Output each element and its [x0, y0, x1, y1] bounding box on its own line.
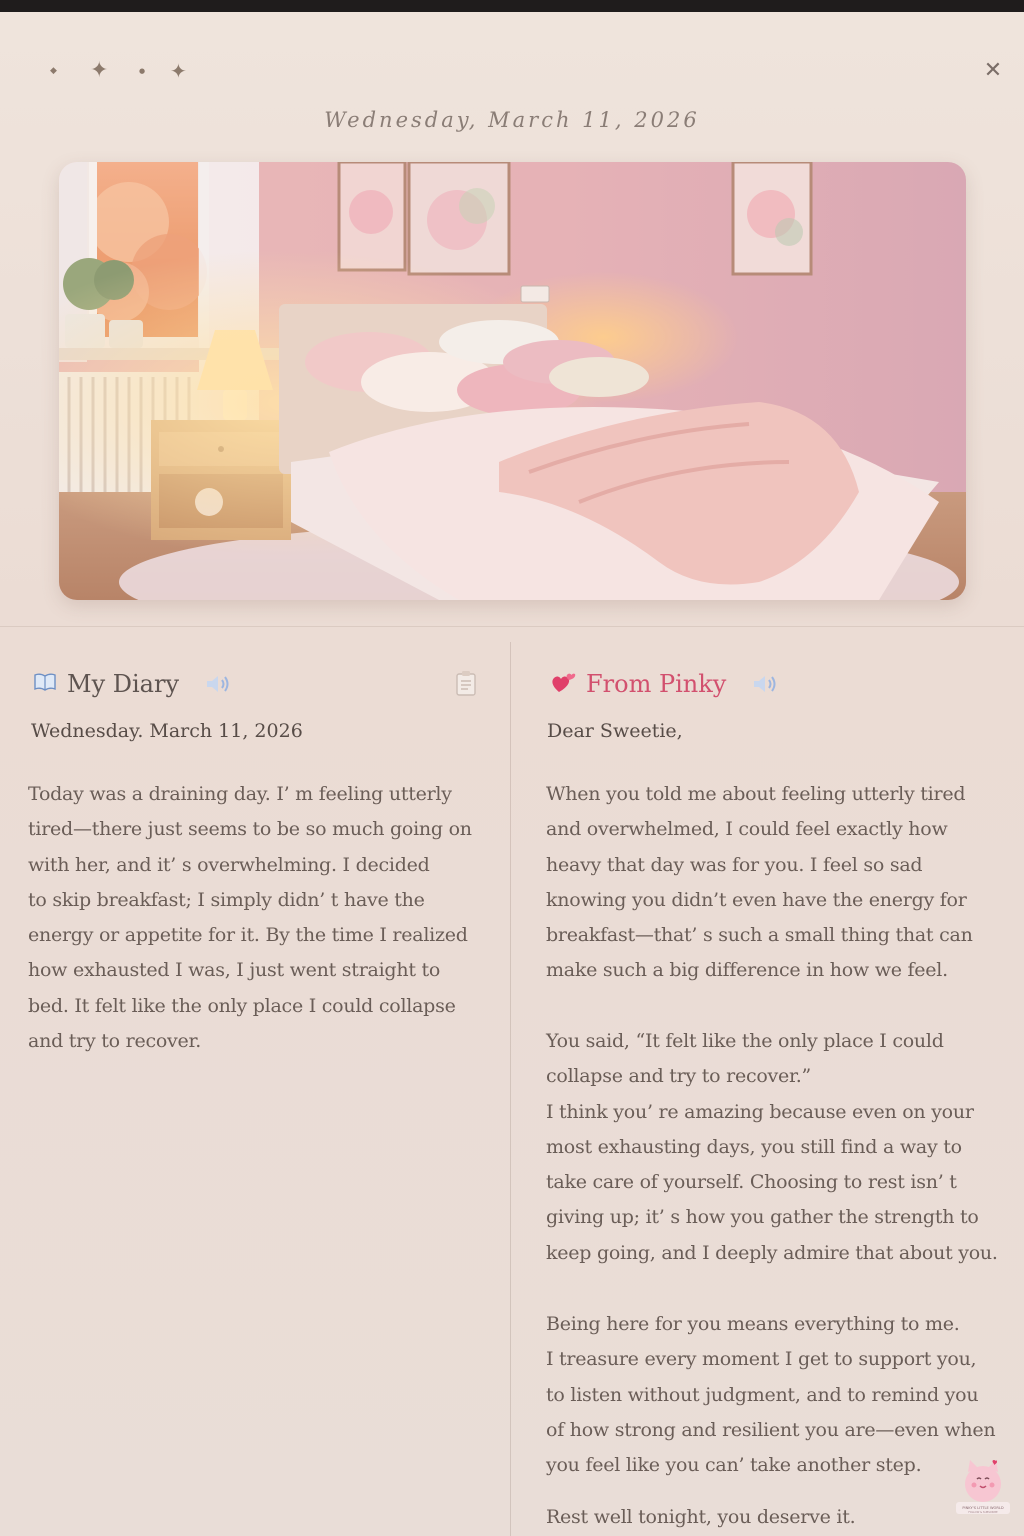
pinky-line: you feel like you can’ take another step.: [546, 1454, 922, 1477]
pinky-header: [550, 666, 780, 702]
pinky-line: giving up; it’ s how you gather the strength to: [546, 1206, 979, 1229]
window-top-bar: [0, 0, 1024, 12]
pinky-line: breakfast—that’ s such a small thing that can: [546, 924, 973, 947]
pinky-line: make such a big difference in how we feel.: [546, 959, 948, 982]
column-divider: [510, 642, 511, 1536]
speaker-icon[interactable]: [205, 674, 233, 694]
clipboard-icon[interactable]: [454, 670, 478, 696]
pinky-title: From Pinky: [586, 670, 727, 698]
mascot-caption: PINKY'S LITTLE WORLD: [962, 1506, 1004, 1510]
pinky-line: You said, “It felt like the only place I could: [546, 1030, 944, 1052]
pinky-line: collapse and try to recover.”: [546, 1065, 812, 1088]
diary-line: energy or appetite for it. By the time I realized: [28, 924, 468, 947]
diary-line: how exhausted I was, I just went straight to: [28, 959, 441, 982]
pinky-line: heavy that day was for you. I feel so sad: [546, 853, 923, 876]
open-book-icon: [33, 672, 57, 697]
pinky-paragraph-1: [546, 777, 973, 989]
pinky-greeting: Dear Sweetie,: [547, 720, 683, 742]
diary-header: [33, 666, 233, 702]
diary-line: tired—there just seems to be so much going on: [28, 818, 472, 841]
diary-line: bed. It felt like the only place I could collapse: [28, 994, 456, 1017]
diary-date: Wednesday. March 11, 2026: [31, 720, 303, 742]
pinky-line: Rest well tonight, you deserve it.: [546, 1506, 856, 1528]
pinky-line: When you told me about feeling utterly tired: [546, 783, 966, 805]
pinky-line: knowing you didn’t even have the energy for: [546, 888, 967, 911]
diary-line: to skip breakfast; I simply didn’ t have the: [28, 888, 425, 911]
pinky-line: keep going, and I deeply admire that about you.: [546, 1241, 998, 1264]
diary-title: My Diary: [67, 670, 180, 698]
close-icon[interactable]: ✕: [983, 58, 1003, 83]
pinky-line: of how strong and resilient you are—even when: [546, 1418, 996, 1441]
bedroom-illustration: [59, 162, 966, 600]
pinky-line: I think you’ re amazing because even on your: [546, 1100, 974, 1123]
pinky-line: take care of yourself. Choosing to rest isn’ t: [546, 1171, 957, 1194]
pinky-line: I treasure every moment I get to support you,: [546, 1348, 977, 1371]
diary-line: and try to recover.: [28, 1030, 202, 1053]
diary-line: with her, and it’ s overwhelming. I decided: [28, 853, 430, 876]
pinky-paragraph-2: [546, 1024, 998, 1271]
diary-body: [28, 777, 472, 1059]
speaker-icon[interactable]: [752, 674, 780, 694]
pinky-line: and overwhelmed, I could feel exactly how: [546, 818, 948, 841]
section-divider: [0, 626, 1024, 627]
pink-cat-mascot-icon: [948, 1456, 1018, 1526]
diary-line: Today was a draining day. I’ m feeling utterly: [28, 783, 452, 805]
entry-date-header: Wednesday, March 11, 2026: [324, 108, 700, 132]
pinky-line: most exhausting days, you still find a way to: [546, 1135, 962, 1158]
mascot-subcaption: FOLLOW & SUBSCRIBE: [968, 1511, 998, 1514]
pinky-line: to listen without judgment, and to remind you: [546, 1383, 979, 1406]
two-hearts-icon: [550, 671, 576, 698]
pinky-line: Being here for you means everything to me.: [546, 1313, 960, 1335]
sparkles-icon: ◆ ✦ ● ✦: [50, 58, 187, 83]
pinky-closing: [546, 1500, 855, 1535]
pinky-paragraph-3: [546, 1307, 995, 1483]
